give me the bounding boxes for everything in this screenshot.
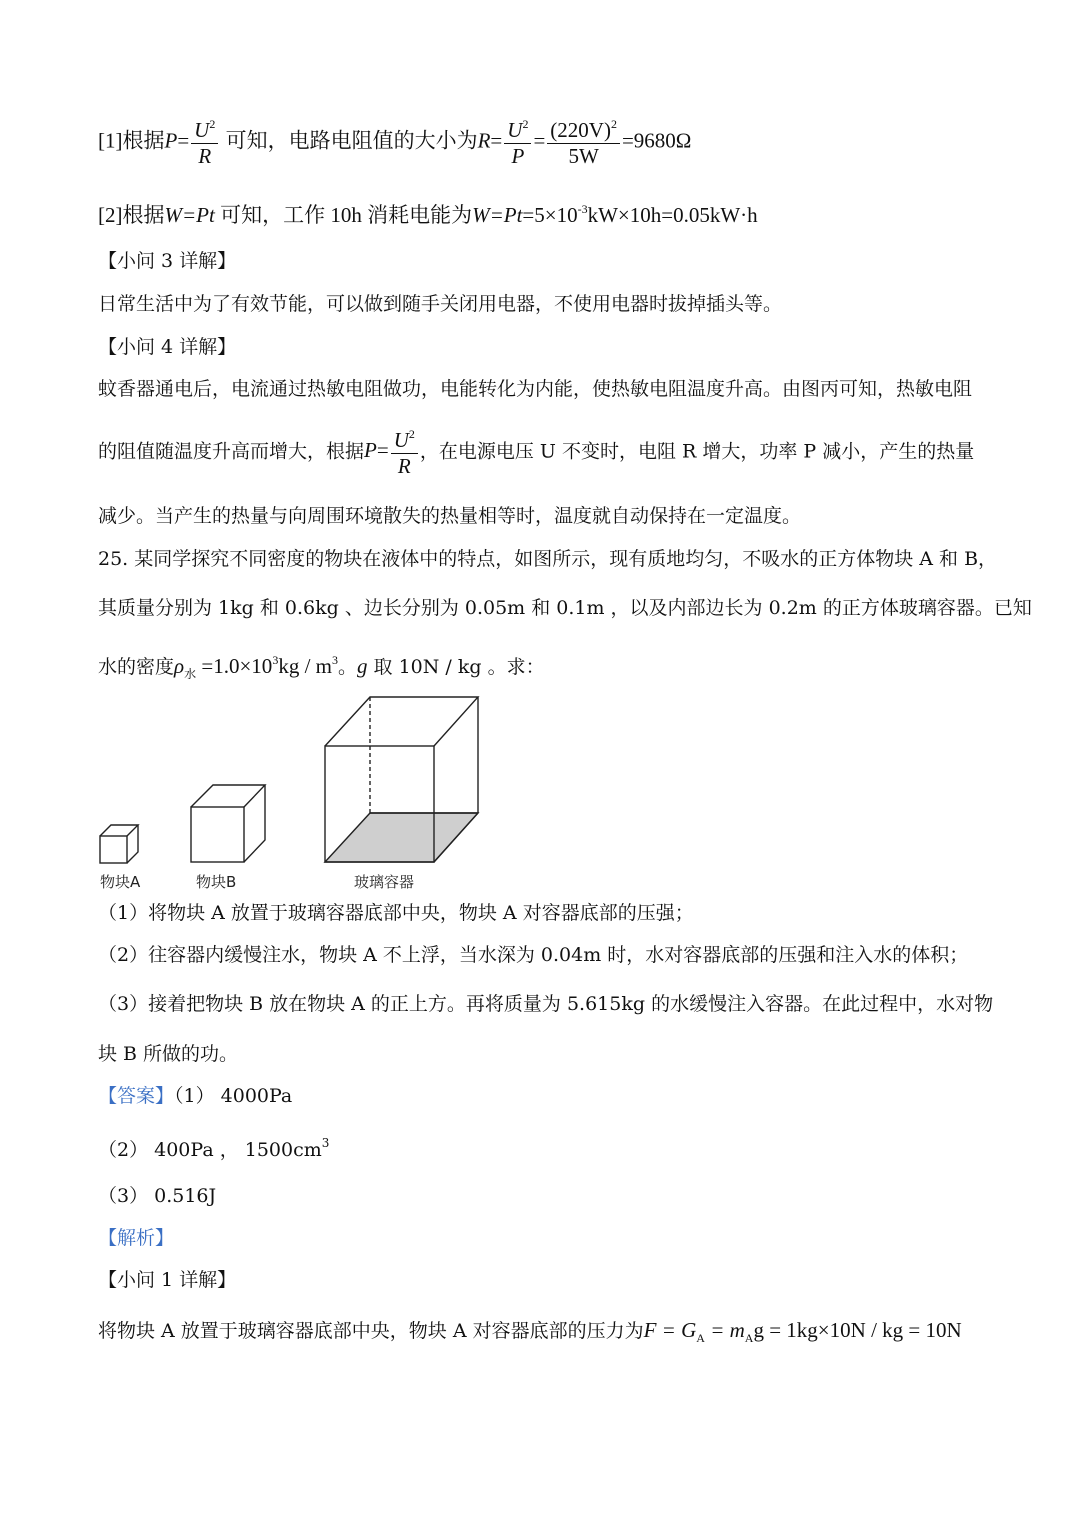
answer-tag: 【答案】 bbox=[98, 1085, 175, 1107]
calc-line-2: [2]根据W=Pt 可知，工作 10h 消耗电能为$W=Pt=5\times 10^{-3}kW\times 10h=0.05kW\cdot h$ bbox=[98, 202, 758, 227]
answer-line-1: 【答案】（1） 4000Pa bbox=[98, 1085, 293, 1107]
sub-question-3-line-2: 块 B 所做的功。 bbox=[98, 1043, 239, 1065]
fraction-u2-r-2: $\frac{U^2}{R}$ bbox=[391, 428, 418, 477]
calc-1-prefix: [1]根据 bbox=[98, 128, 165, 153]
fraction-u2-r: $\frac{U^2}{R}$ bbox=[191, 118, 218, 167]
calc-line-1: [1]根据P= $\frac{U^2}{R}$ 可知，电路电阻值的大小为R= $\frac{U^2}{P}$ = $\frac{(220V)^2}{5W}$ =9680Ω bbox=[98, 117, 692, 168]
label-block-a: 物块A bbox=[100, 873, 141, 891]
paragraph-sub-3: 日常生活中为了有效节能，可以做到随手关闭用电器，不使用电器时拔掉插头等。 bbox=[98, 293, 783, 315]
question-25-line-2: 其质量分别为 1kg 和 0.6kg 、边长分别为 0.05m 和 0.1m ，以及内部边长为 0.2m 的正方体玻璃容器。已知 bbox=[98, 597, 1032, 619]
paragraph-sub-4-line-2: 的阻值随温度升高而增大，根据P= $\frac{U^2}{R}$ ，在电源电压 U 不变时，电阻 R 增大，功率 P 减小，产生的热量 bbox=[98, 427, 975, 478]
calc-1-result: =9680Ω bbox=[621, 128, 692, 153]
fraction-u2-p: $\frac{U^2}{P}$ bbox=[504, 118, 531, 167]
paragraph-sub-4-line-1: 蚊香器通电后，电流通过热敏电阻做功，电能转化为内能，使热敏电阻温度升高。由图丙可知，热敏电阻 bbox=[98, 378, 973, 400]
analysis-tag: 【解析】 bbox=[98, 1227, 175, 1249]
cube-b bbox=[191, 785, 265, 862]
calc-1-mid: 可知，电路电阻值的大小为 bbox=[225, 128, 478, 153]
paragraph-sub-4-line-3: 减少。当产生的热量与向周围环境散失的热量相等时，温度就自动保持在一定温度。 bbox=[98, 505, 802, 527]
answer-line-2: （2） 400Pa ， $1500cm^3$ bbox=[98, 1136, 330, 1161]
solution-line-1: 将物块 A 放置于玻璃容器底部中央，物块 A 对容器底部的压力为$F = G_A = m_Ag = 1kg\times 10N$ / kg = 10N bbox=[98, 1318, 962, 1345]
heading-sub-1: 【小问 1 详解】 bbox=[98, 1269, 237, 1291]
sub-question-1: （1）将物块 A 放置于玻璃容器底部中央，物块 A 对容器底部的压强； bbox=[98, 902, 694, 924]
sub-question-3-line-1: （3）接着把物块 B 放在物块 A 的正上方。再将质量为 5.615kg 的水缓慢注入容器。在此过程中，水对物 bbox=[98, 993, 994, 1015]
question-25-line-3: 水的密度$\rho_水 =1.0\times 10^3kg / m^3$。g 取 10N / kg 。求： bbox=[98, 653, 545, 681]
sub-question-2: （2）往容器内缓慢注水，物块 A 不上浮，当水深为 0.04m 时，水对容器底部的压强和注入水的体积； bbox=[98, 944, 969, 966]
heading-sub-3: 【小问 3 详解】 bbox=[98, 250, 237, 272]
cube-a bbox=[100, 825, 138, 863]
fraction-220v-5w: $\frac{(220V)^2}{5W}$ bbox=[547, 118, 620, 167]
label-block-b: 物块B bbox=[196, 873, 237, 891]
heading-sub-4: 【小问 4 详解】 bbox=[98, 336, 237, 358]
question-25-line-1: 25. 某同学探究不同密度的物块在液体中的特点，如图所示，现有质地均匀，不吸水的正方体物块 A 和 B， bbox=[98, 548, 998, 570]
cubes-figure bbox=[90, 690, 510, 900]
label-glass-container: 玻璃容器 bbox=[354, 873, 415, 891]
glass-container bbox=[325, 697, 478, 862]
answer-line-3: （3） 0.516J bbox=[98, 1185, 217, 1207]
